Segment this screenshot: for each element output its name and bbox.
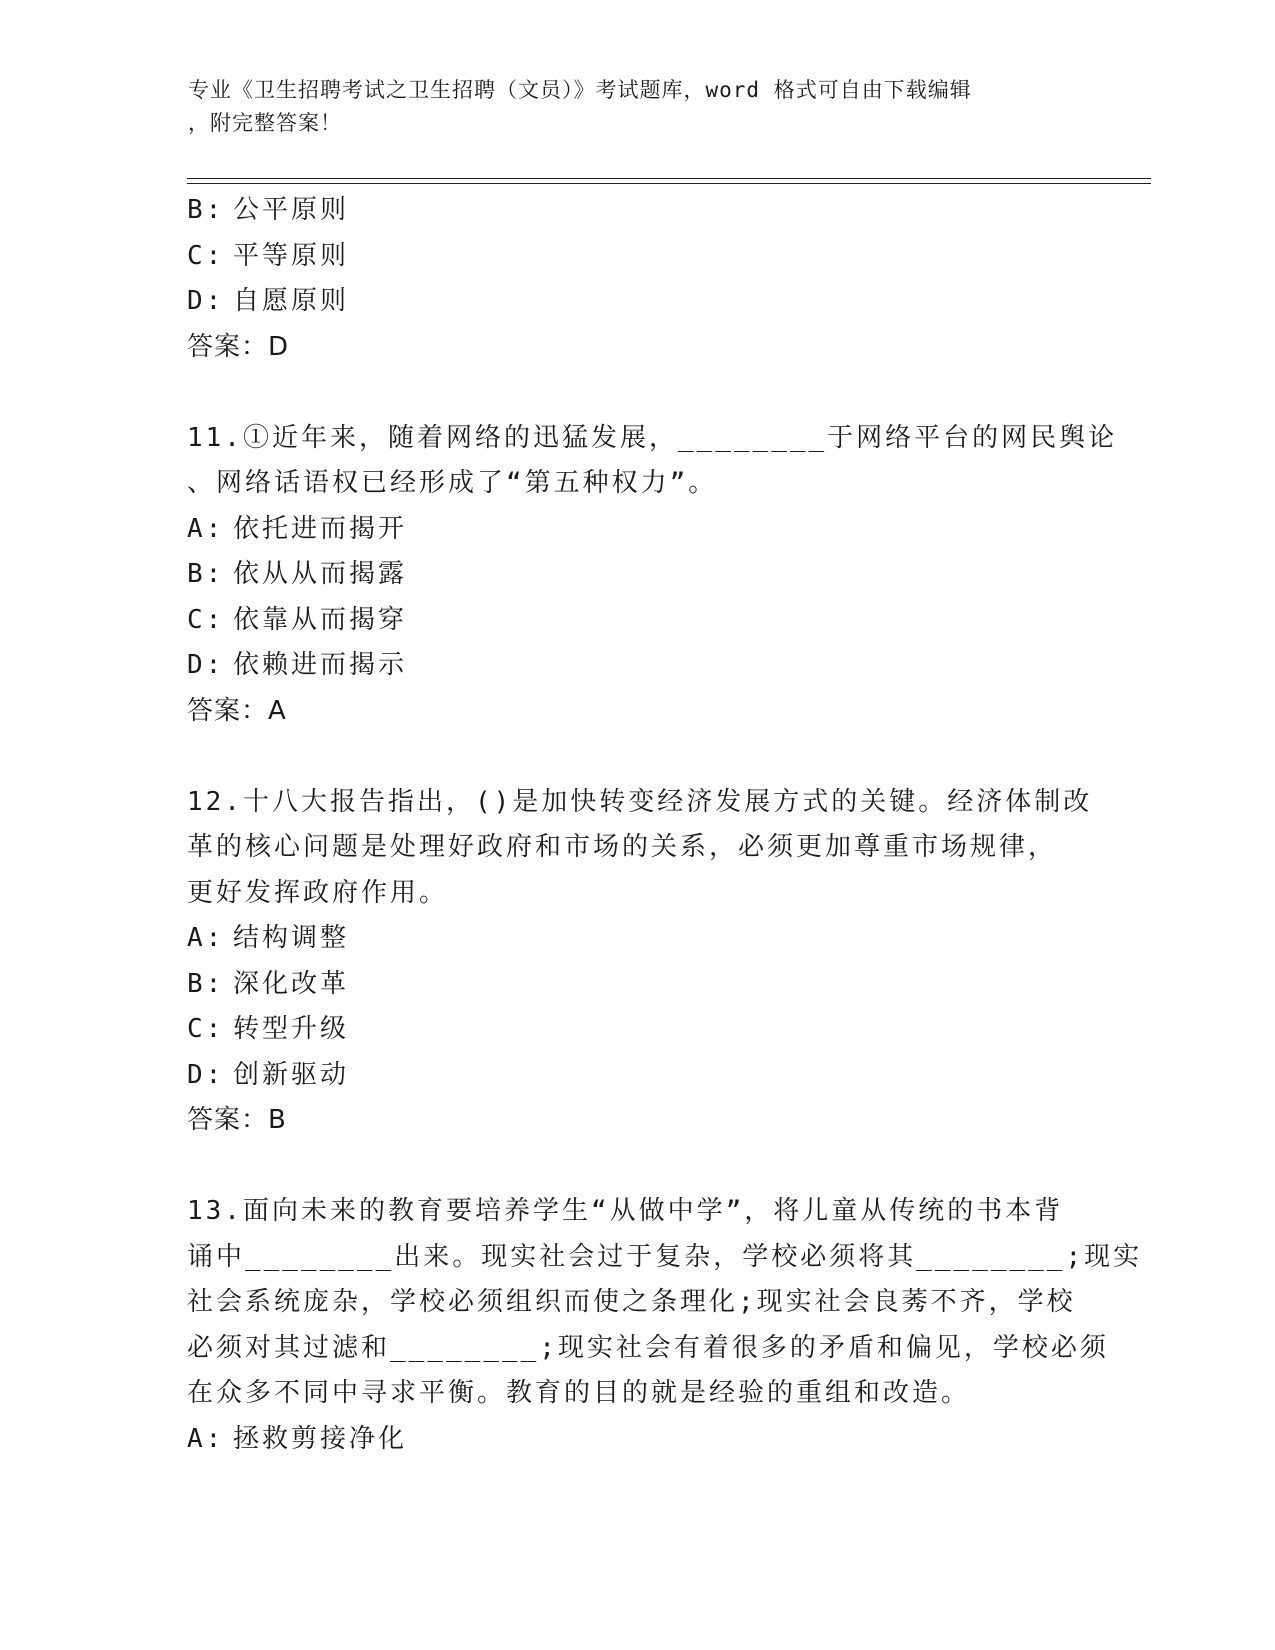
option-text: 平等原则 — [233, 240, 350, 271]
answer-line: 答案：B — [187, 1105, 287, 1135]
spacer — [187, 734, 1067, 780]
question-stem-line: 诵中________出来。现实社会过于复杂，学校必须将其________;现实 — [187, 1241, 1143, 1272]
option-d — [187, 279, 1067, 325]
question-stem-line: 社会系统庞杂，学校必须组织而使之条理化;现实社会良莠不齐，学校 — [187, 1287, 1076, 1317]
option-b — [187, 188, 1067, 234]
option-d — [187, 1053, 1067, 1099]
option-text: 创新驱动 — [233, 1059, 350, 1090]
option-a — [187, 507, 1067, 553]
option-c — [187, 1007, 1067, 1053]
option-b — [187, 962, 1067, 1008]
option-key: B: — [187, 195, 225, 225]
option-key: A: — [187, 1423, 225, 1454]
option-a — [187, 916, 1067, 962]
option-text: 转型升级 — [233, 1014, 350, 1044]
document-body — [187, 188, 1143, 1462]
option-text: 结构调整 — [233, 923, 350, 953]
question-12 — [187, 780, 1093, 1144]
option-key: D: — [187, 1059, 225, 1090]
option-c — [187, 234, 1067, 280]
question-stem-line: 在众多不同中寻求平衡。教育的目的就是经验的重组和改造。 — [187, 1378, 971, 1408]
option-key: B: — [187, 968, 225, 999]
option-key: D: — [187, 286, 225, 316]
question-13 — [187, 1189, 1143, 1462]
option-key: A: — [187, 513, 225, 544]
question-stem-line: 12.十八大报告指出，()是加快转变经济发展方式的关键。经济体制改 — [187, 786, 1093, 817]
option-text: 自愿原则 — [233, 286, 350, 316]
option-text: 依靠从而揭穿 — [233, 604, 408, 635]
answer-line: 答案：D — [187, 331, 290, 362]
option-text: 拯救剪接净化 — [233, 1423, 408, 1454]
answer-line: 答案：A — [187, 695, 287, 726]
option-text: 公平原则 — [233, 195, 350, 225]
option-text: 依托进而揭开 — [233, 513, 408, 544]
header-divider-bottom — [187, 183, 1151, 184]
option-key: D: — [187, 650, 225, 680]
question-11 — [187, 416, 1118, 735]
question-stem-line: 必须对其过滤和________;现实社会有着很多的矛盾和偏见，学校必须 — [187, 1332, 1109, 1363]
spacer — [187, 370, 1067, 416]
header-line-2: ，附完整答案！ — [188, 111, 342, 135]
question-stem-line: 13.面向未来的教育要培养学生“从做中学”，将儿童从传统的书本背 — [187, 1196, 1064, 1226]
header-divider-top — [187, 178, 1151, 179]
option-key: B: — [187, 559, 225, 589]
option-key: C: — [187, 604, 225, 635]
document-header — [188, 74, 1068, 140]
option-text: 依从从而揭露 — [233, 559, 408, 589]
option-text: 依赖进而揭示 — [233, 650, 408, 680]
option-d — [187, 643, 1067, 689]
option-b — [187, 552, 1067, 598]
question-stem-line: 革的核心问题是处理好政府和市场的关系，必须更加尊重市场规律， — [187, 832, 1058, 862]
question-stem-line: 、网络话语权已经形成了“第五种权力”。 — [187, 468, 718, 498]
option-text: 深化改革 — [233, 968, 350, 999]
spacer — [187, 1144, 1067, 1190]
option-a — [187, 1417, 1067, 1463]
question-stem-line: 更好发挥政府作用。 — [187, 877, 449, 908]
question-stem-line: 11.①近年来，随着网络的迅猛发展，________于网络平台的网民舆论 — [187, 422, 1118, 453]
option-key: A: — [187, 923, 225, 953]
option-key: C: — [187, 240, 225, 271]
option-c — [187, 598, 1067, 644]
question-10-tail — [187, 188, 1067, 370]
header-line-1: 专业《卫生招聘考试之卫生招聘（文员）》考试题库，word 格式可自由下载编辑 — [188, 78, 972, 102]
option-key: C: — [187, 1014, 225, 1044]
